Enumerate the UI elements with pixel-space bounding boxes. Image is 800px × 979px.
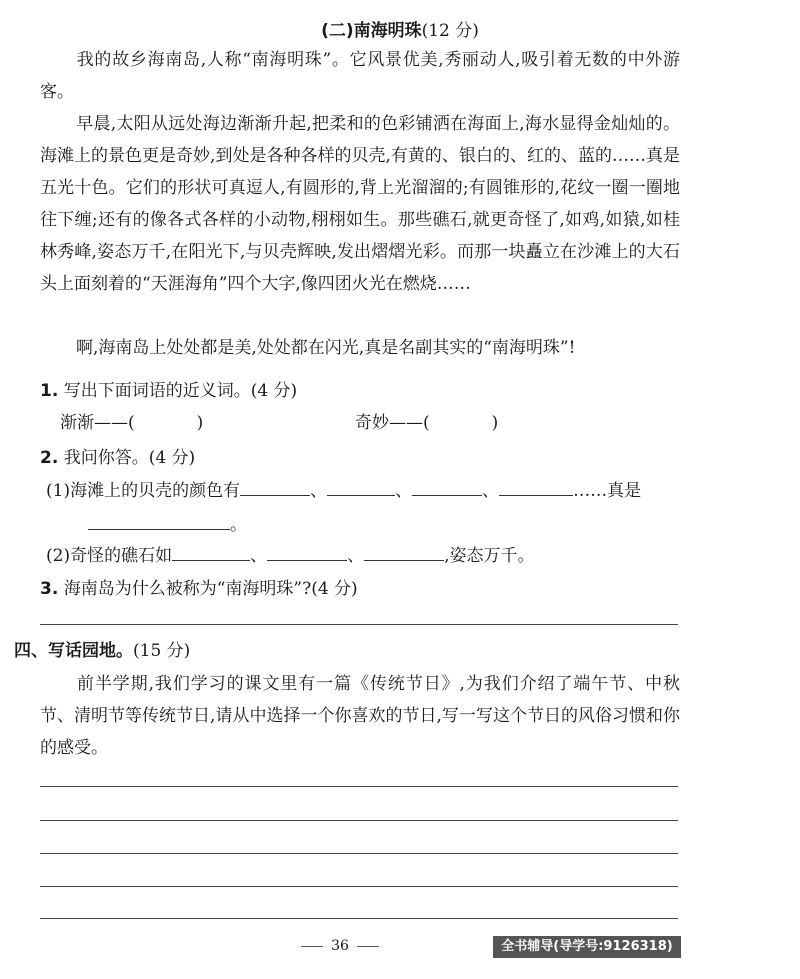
- question-3-number: 3.: [40, 579, 59, 599]
- section-4-title: 四、写话园地。: [14, 641, 133, 661]
- passage-paragraph-1: 我的故乡海南岛,人称“南海明珠”。它风景优美,秀丽动人,吸引着无数的中外游客。: [40, 50, 680, 102]
- synonym-item-2: 奇妙——( ): [355, 413, 499, 433]
- question-3: [40, 574, 358, 599]
- passage-paragraph-3: 啊,海南岛上处处都是美,处处都在闪光,真是名副其实的“南海明珠”!: [76, 338, 576, 358]
- question-2-number: 2.: [40, 448, 59, 468]
- passage-title-score: (12 分): [421, 21, 479, 41]
- question-2: [40, 443, 195, 468]
- question-2-text: 我问你答。(4 分): [63, 448, 196, 468]
- answer-blank-summary[interactable]: [88, 511, 230, 530]
- rock-blank-2[interactable]: [267, 542, 347, 561]
- question-2-sub-2: (2)奇怪的礁石如 、 、 ,姿态万千。: [46, 541, 535, 566]
- writing-line-4[interactable]: [40, 886, 678, 887]
- question-1-text: 写出下面词语的近义词。(4 分): [63, 381, 298, 401]
- rock-blank-1[interactable]: [172, 542, 250, 561]
- page-number: 36: [0, 938, 680, 954]
- guide-badge: 全书辅导(导学号:9126318): [493, 936, 681, 958]
- writing-line-1[interactable]: [40, 786, 678, 787]
- color-blank-3[interactable]: [412, 477, 482, 496]
- writing-line-5[interactable]: [40, 918, 678, 919]
- question-3-text: 海南岛为什么被称为“南海明珠”?(4 分): [63, 579, 358, 599]
- writing-line-3[interactable]: [40, 853, 678, 854]
- question-1-number: 1.: [40, 381, 59, 401]
- writing-line-2[interactable]: [40, 820, 678, 821]
- section-4-heading: [14, 636, 190, 661]
- passage-title-text: (二)南海明珠: [321, 21, 422, 41]
- section-4-score: (15 分): [133, 641, 191, 661]
- synonym-item-1: 渐渐——( ): [60, 413, 204, 433]
- question-2-sub-1-cont: 。: [88, 510, 247, 535]
- writing-prompt: 前半学期,我们学习的课文里有一篇《传统节日》,为我们介绍了端午节、中秋节、清明节等传统节日,请从中选择一个你喜欢的节日,写一写这个节日的风俗习惯和你的感受。: [40, 674, 680, 758]
- question-1: [40, 376, 297, 401]
- passage-paragraph-2: 早晨,太阳从远处海边渐渐升起,把柔和的色彩铺洒在海面上,海水显得金灿灿的。海滩上的景色更是奇妙,到处是各种各样的贝壳,有黄的、银白的、红的、蓝的……真是五光十色。它们的形状可真逗人,有圆形的,背上光溜溜的;有圆锥形的,花纹一圈一圈地往下缠;还有的像各式各样的小动物,栩栩如生。那些礁石,就更奇怪了,如鸡,如猿,如桂林秀峰,姿态万千,在阳光下,与贝壳辉映,发出熠熠光彩。而那一块矗立在沙滩上的大石头上面刻着的“天涯海角”四个大字,像四团火光在燃烧……: [40, 114, 680, 294]
- color-blank-4[interactable]: [499, 477, 573, 496]
- passage-title: [0, 16, 800, 41]
- question-2-sub-1: (1)海滩上的贝壳的颜色有 、 、 、 ……真是: [46, 476, 641, 501]
- color-blank-1[interactable]: [240, 477, 310, 496]
- answer-line-q3[interactable]: [40, 624, 678, 625]
- rock-blank-3[interactable]: [364, 542, 444, 561]
- color-blank-2[interactable]: [327, 477, 395, 496]
